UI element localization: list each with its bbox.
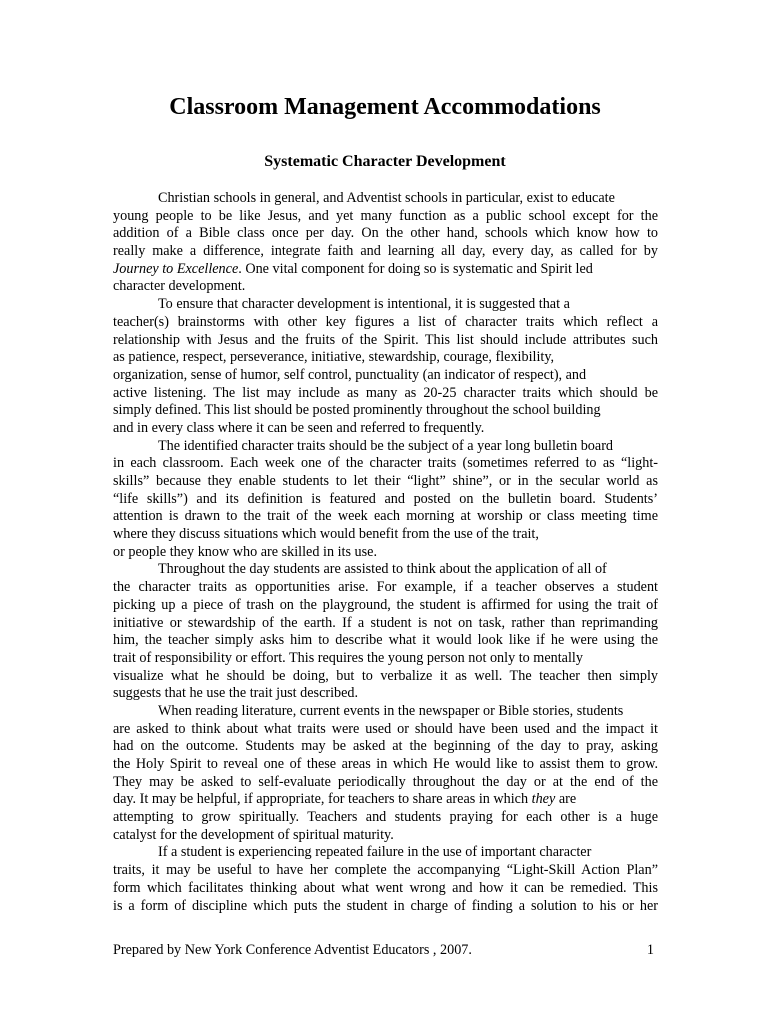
italic-word: they [531,791,556,808]
text-line-with-italic-word [113,791,658,809]
text-line: suggests that he use the trait just described. [113,685,359,702]
text-line: active listening. The list may include as many as 20-25 character traits which should be [113,384,658,401]
text-line: teacher(s) brainstorms with other key figures a list of character traits which reflect a [113,313,658,330]
text-line: The identified character traits should be the subject of a year long bulletin board [158,437,614,454]
text-line: the character traits as opportunities arise. For example, if a teacher observes a student [113,579,658,596]
body-text [113,190,658,915]
text-line: skills” because they enable students to let their “light” shine”, or in the secular world as [113,473,658,489]
text-line: the Holy Spirit to reveal one of these areas in which He would like to assist them to grow. [113,756,658,772]
text-line: organization, sense of humor, self control, punctuality (an indicator of respect), and [113,366,587,383]
text-line: Throughout the day students are assisted to think about the application of all of [158,561,607,578]
text-line: him, the teacher simply asks him to describe what it would look like if he were using the [113,632,658,649]
text-line: relationship with Jesus and the fruits of the Spirit. This list should include attributes such [113,331,658,348]
text-line: picking up a piece of trash on the playground, the student is affirmed for using the trait of [113,596,658,613]
text-line: visualize what he should be doing, but to verbalize it as well. The teacher then simply [113,667,658,684]
text-line-rest: . One vital component for doing so is systematic and Spirit led [238,260,593,277]
page-number: 1 [646,942,654,958]
text-line-start: day. It may be helpful, if appropriate, for teachers to share areas in which [113,791,532,808]
text-line: young people to be like Jesus, and yet many function as a public school except for the [113,207,658,224]
text-line: When reading literature, current events in the newspaper or Bible stories, students [158,702,624,719]
text-line-end: are [555,791,577,808]
text-line: form which facilitates thinking about what went wrong and how it can be remedied. This [113,879,658,896]
text-line: as patience, respect, perseverance, initiative, stewardship, courage, flexibility, [113,349,555,366]
text-line: character development. [113,278,246,295]
text-line: attempting to grow spiritually. Teachers and students praying for each other is a huge [113,809,658,826]
text-line: If a student is experiencing repeated failure in the use of important character [158,844,592,861]
text-line: or people they know who are skilled in its use. [113,543,377,560]
text-line: had on the outcome. Students may be asked at the beginning of the day to pray, asking [113,738,658,755]
text-line: Christian schools in general, and Adventist schools in particular, exist to educate [158,190,615,206]
text-line: trait of responsibility or effort. This requires the young person not only to mentally [113,649,583,666]
section-heading: Systematic Character Development [264,153,506,170]
text-line: in each classroom. Each week one of the character traits (sometimes referred to as “light- [113,455,658,472]
text-line: attention is drawn to the trait of the week each morning at worship or class meeting time [113,508,658,525]
text-line: “life skills”) and its definition is featured and posted on the bulletin board. Students’ [113,490,658,507]
text-line: catalyst for the development of spiritual maturity. [113,826,394,843]
text-line: To ensure that character development is intentional, it is suggested that a [158,296,570,313]
text-line: and in every class where it can be seen and referred to frequently. [113,419,485,436]
text-line: They may be asked to self-evaluate periodically throughout the day or at the end of the [113,773,658,790]
text-line: addition of a Bible class once per day. On the other hand, schools which know how to [113,225,658,242]
text-line: simply defined. This list should be posted prominently throughout the school building [113,402,601,419]
text-line-with-italic-title [113,261,658,279]
page-title: Classroom Management Accommodations [169,94,601,120]
text-line: traits, it may be useful to have her complete the accompanying “Light-Skill Action Plan” [113,862,658,879]
text-line: initiative or stewardship of the earth. If a student is not on task, rather than reprimanding [113,614,658,631]
text-line: really make a difference, integrate faith and learning all day, every day, as called for by [113,243,658,260]
text-line: where they discuss situations which would benefit from the use of the trait, [113,526,539,543]
italic-title: Journey to Excellence [113,260,239,277]
text-line: is a form of discipline which puts the student in charge of finding a solution to his or her [113,897,658,914]
footer-text: Prepared by New York Conference Adventist Educators , 2007. [113,942,472,958]
text-line: are asked to think about what traits were used or should have been used and the impact it [113,720,658,737]
